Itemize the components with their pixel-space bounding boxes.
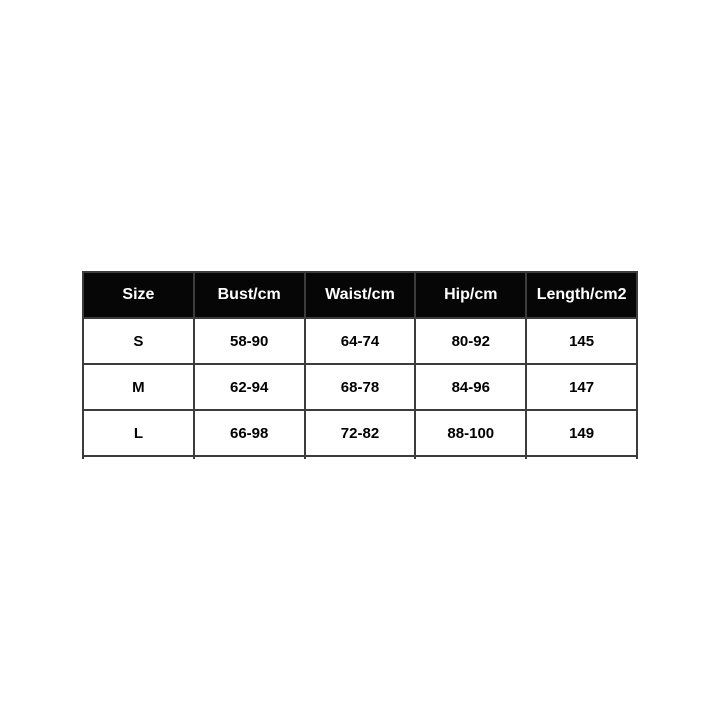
cell-waist: 64-74: [305, 318, 416, 364]
table-header-row: [83, 272, 637, 318]
cell-waist: 72-82: [305, 410, 416, 456]
cell-bust: 58-90: [194, 318, 305, 364]
cell-size: M: [83, 364, 194, 410]
column-header-bust: Bust/cm: [194, 272, 305, 318]
table-row: [83, 410, 637, 456]
cell-hip: 80-92: [415, 318, 526, 364]
column-header-hip: Hip/cm: [415, 272, 526, 318]
cell-length: 147: [526, 364, 637, 410]
size-chart-table: [82, 271, 638, 459]
table-row: [83, 318, 637, 364]
cell-bust: 66-98: [194, 410, 305, 456]
table-row-clipped: [83, 456, 637, 459]
column-header-length: Length/cm2: [526, 272, 637, 318]
column-header-size: Size: [83, 272, 194, 318]
cell-length: 149: [526, 410, 637, 456]
cell-hip: 84-96: [415, 364, 526, 410]
cell-size: S: [83, 318, 194, 364]
cell-hip: 88-100: [415, 410, 526, 456]
cell-bust: 62-94: [194, 364, 305, 410]
size-table: [82, 271, 638, 459]
column-header-waist: Waist/cm: [305, 272, 416, 318]
table-row: [83, 364, 637, 410]
cell-length: 145: [526, 318, 637, 364]
cell-size: L: [83, 410, 194, 456]
cell-waist: 68-78: [305, 364, 416, 410]
